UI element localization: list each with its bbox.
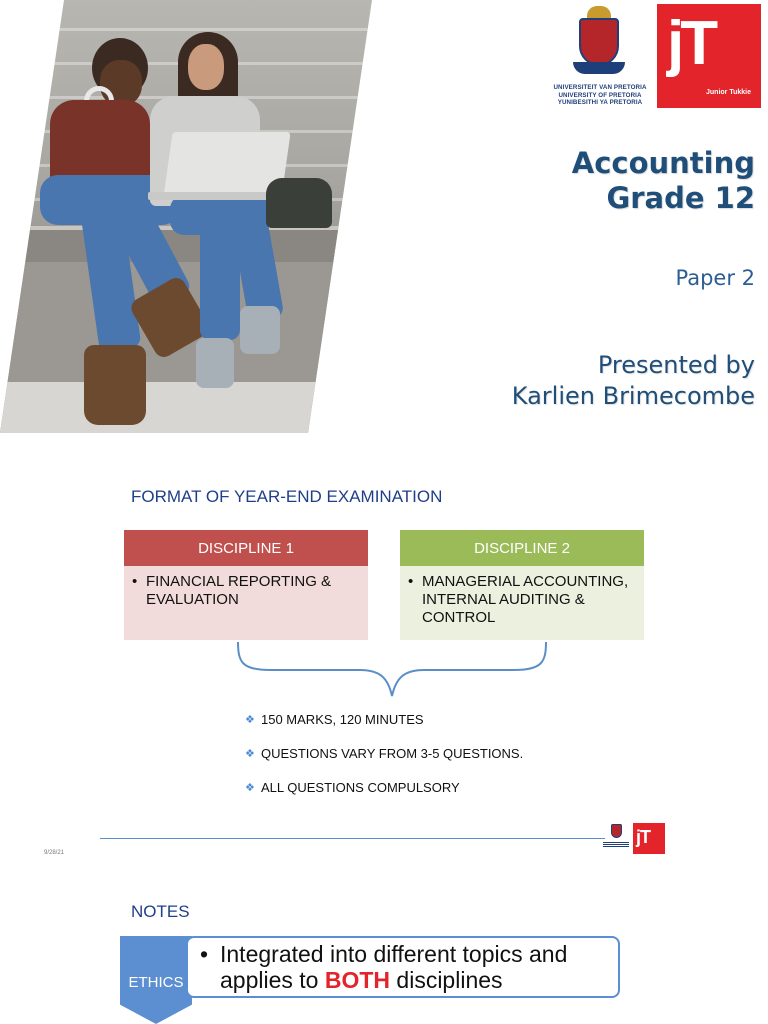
note-text-start: Integrated into different topics and applies to — [220, 941, 568, 993]
discipline-1-card — [124, 530, 368, 640]
slide-date: 9/28/21 — [44, 850, 65, 856]
list-item — [245, 742, 523, 765]
curly-brace-icon — [230, 640, 554, 700]
exam-format-slide — [0, 450, 768, 870]
bullet: • — [200, 941, 209, 967]
fact-text: ALL QUESTIONS COMPULSORY — [261, 780, 460, 795]
jt-mark: jT — [667, 9, 715, 78]
diamond-bullet-icon: ❖ — [245, 748, 255, 760]
list-item — [245, 708, 523, 731]
diamond-bullet-icon: ❖ — [245, 782, 255, 794]
slide-heading: FORMAT OF YEAR-END EXAMINATION — [131, 487, 443, 506]
fact-text: 150 MARKS, 120 MINUTES — [261, 712, 424, 727]
presenter — [512, 350, 755, 412]
presenter-prefix: Presented by — [597, 351, 755, 379]
university-name-afrikaans: UNIVERSITEIT VAN PRETORIA — [553, 84, 647, 91]
ethics-note-text — [220, 941, 608, 996]
bullet: • — [132, 573, 138, 590]
discipline-2-body — [400, 566, 644, 640]
jt-subtitle: Junior Tukkie — [706, 89, 751, 96]
university-name-english: UNIVERSITY OF PRETORIA — [558, 91, 642, 99]
list-item — [245, 776, 523, 799]
discipline-2-text: MANAGERIAL ACCOUNTING, INTERNAL AUDITING & CONTROL — [422, 573, 629, 626]
diamond-bullet-icon: ❖ — [245, 714, 255, 726]
slide-heading: NOTES — [131, 902, 190, 921]
discipline-1-body — [124, 566, 368, 640]
note-text-end: disciplines — [390, 967, 503, 993]
discipline-2-card — [400, 530, 644, 640]
university-of-pretoria-logo — [551, 4, 649, 108]
ethics-label: ETHICS — [128, 974, 184, 991]
paper-label: Paper 2 — [675, 266, 755, 290]
students-photo — [0, 0, 372, 433]
emphasis-both: BOTH — [324, 967, 391, 993]
discipline-1-title: DISCIPLINE 1 — [124, 530, 368, 566]
university-mini-logo — [603, 822, 629, 854]
bullet: • — [408, 573, 414, 590]
crest-icon — [611, 824, 622, 838]
notes-slide — [0, 870, 768, 1024]
ethics-note-box — [186, 936, 620, 998]
university-name-sepedi: YUNIBESITHI YA PRETORIA — [557, 99, 643, 106]
slide-title — [572, 146, 755, 216]
exam-facts-list — [245, 708, 523, 810]
junior-tukkie-mini-logo: jT — [633, 823, 665, 854]
title-subject: Accounting — [571, 146, 755, 180]
presenter-name: Karlien Brimecombe — [511, 382, 755, 410]
discipline-1-text: FINANCIAL REPORTING & EVALUATION — [146, 573, 332, 608]
fact-text: QUESTIONS VARY FROM 3-5 QUESTIONS. — [261, 746, 524, 761]
title-grade: Grade 12 — [606, 181, 755, 215]
footer-divider — [100, 838, 605, 839]
discipline-2-title: DISCIPLINE 2 — [400, 530, 644, 566]
junior-tukkie-logo — [657, 4, 761, 108]
title-slide — [0, 0, 768, 450]
